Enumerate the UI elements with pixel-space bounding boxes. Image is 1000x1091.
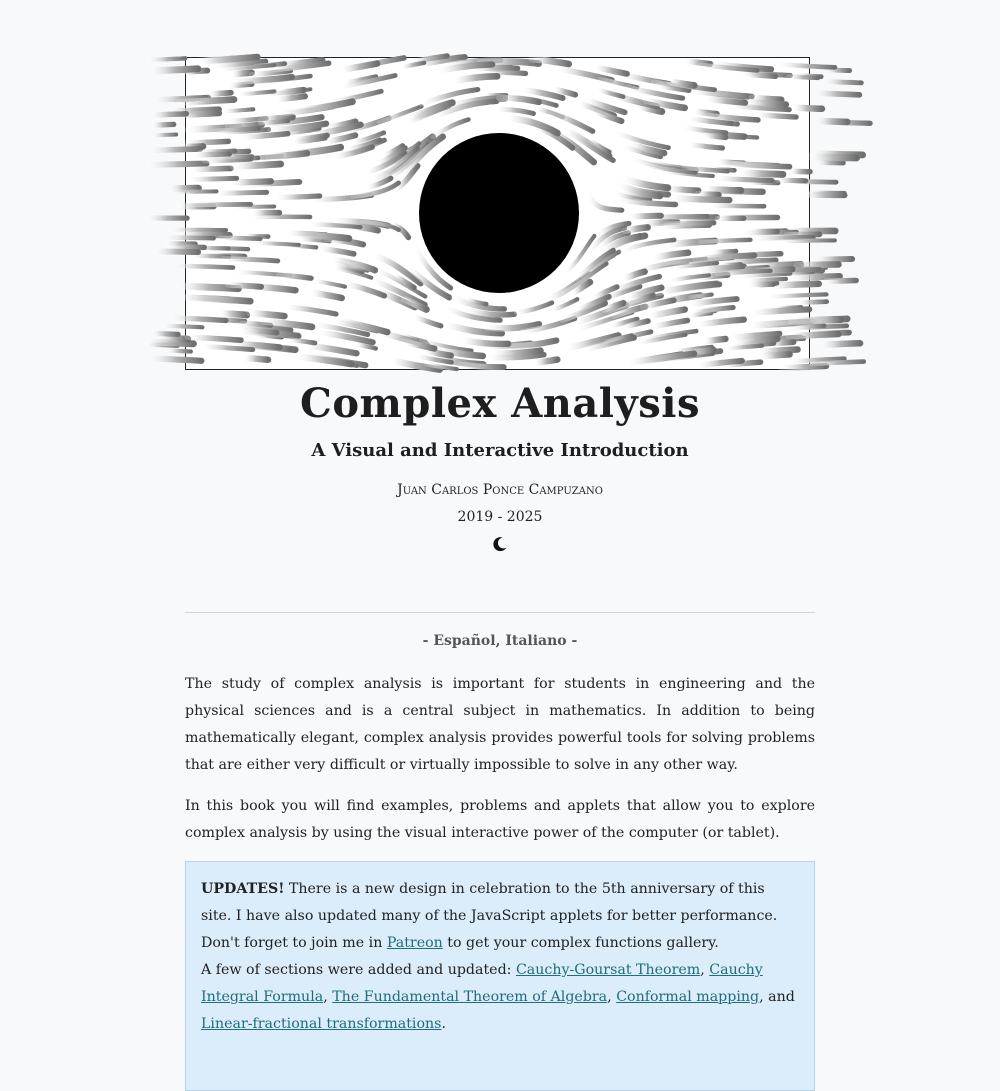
flow-streak <box>748 279 786 281</box>
flow-streak <box>816 259 852 260</box>
flow-streak <box>202 346 253 349</box>
flow-streak <box>232 73 252 75</box>
flow-field-banner <box>185 57 810 370</box>
intro-paragraph-2: In this book you will find examples, problems and applets that allow you to explore complex analysis by using the visual interactive power of the computer (or tablet). <box>185 793 815 847</box>
flow-streak <box>788 76 818 78</box>
flow-streak <box>778 180 806 181</box>
flow-streak <box>279 275 311 278</box>
updates-box <box>185 861 815 1091</box>
flow-streak <box>716 178 772 180</box>
flow-streak <box>286 307 336 314</box>
flow-streak <box>552 299 578 310</box>
flow-streak <box>705 267 743 270</box>
flow-streak <box>734 339 777 342</box>
flow-streak <box>460 365 504 368</box>
section-divider <box>185 612 815 613</box>
cauchy-goursat-link[interactable]: Cauchy-Goursat Theorem <box>516 962 700 978</box>
separator: , <box>607 989 616 1005</box>
flow-streak <box>498 109 534 113</box>
flow-streak <box>698 308 733 312</box>
flow-streak <box>320 249 354 254</box>
flow-streak <box>755 237 814 238</box>
flow-streak <box>332 91 381 102</box>
language-links[interactable]: - Español, Italiano - <box>0 633 1000 649</box>
flow-streak <box>195 154 230 155</box>
page-subtitle: A Visual and Interactive Introduction <box>0 440 1000 461</box>
flow-streak <box>789 334 838 336</box>
flow-streak <box>663 309 685 313</box>
flow-streak <box>751 231 777 232</box>
flow-streak <box>787 234 820 235</box>
flow-streak <box>210 93 231 94</box>
flow-streak <box>811 157 857 158</box>
flow-streak <box>342 64 378 70</box>
flow-streak <box>668 189 698 191</box>
flow-streak <box>155 251 199 252</box>
flow-streak <box>706 99 745 103</box>
flow-streak <box>768 294 826 297</box>
flow-streak <box>695 255 754 259</box>
flow-streak <box>752 309 810 312</box>
flow-streak <box>793 108 822 109</box>
flow-streak <box>277 96 305 99</box>
flow-streak <box>461 340 508 344</box>
flow-streak <box>289 340 315 343</box>
flow-streak <box>629 216 661 217</box>
linear-fractional-link[interactable]: Linear-fractional transformations <box>201 1016 441 1032</box>
flow-streak <box>242 134 288 138</box>
flow-streak <box>250 313 285 316</box>
flow-streak <box>169 230 226 231</box>
flow-streak <box>224 258 278 261</box>
flow-streak <box>653 321 687 327</box>
flow-streak <box>453 76 497 81</box>
flow-streak <box>697 320 744 325</box>
flow-streak <box>689 299 736 304</box>
flow-streak <box>244 358 268 360</box>
flow-streak <box>180 100 234 103</box>
page-title: Complex Analysis <box>0 380 1000 427</box>
flow-streak <box>260 121 288 124</box>
moon-icon <box>491 535 509 553</box>
flow-streak <box>672 198 730 200</box>
flow-streak <box>696 91 752 97</box>
flow-streak <box>754 284 774 285</box>
flow-streak <box>433 120 469 137</box>
flow-streak <box>221 313 247 315</box>
flow-streak <box>653 253 688 258</box>
flow-streak <box>306 345 357 353</box>
flow-streak <box>552 113 593 131</box>
flow-streak <box>689 144 723 148</box>
flow-streak <box>149 58 186 60</box>
updates-text-2: to get your complex functions gallery. <box>443 935 719 951</box>
flow-streak <box>797 264 839 265</box>
flow-streak <box>821 343 860 345</box>
flow-streak <box>150 149 200 150</box>
flow-streak <box>625 227 648 231</box>
flow-streak <box>698 194 719 195</box>
flow-streak <box>707 189 740 190</box>
flow-streak <box>189 178 237 179</box>
black-disk <box>419 133 579 293</box>
flow-streak <box>277 90 303 93</box>
flow-streak <box>814 320 841 321</box>
flow-streak <box>326 135 355 141</box>
flow-streak <box>152 124 174 125</box>
flow-streak <box>171 318 226 321</box>
separator: , <box>323 989 332 1005</box>
flow-streak <box>277 196 320 198</box>
flow-streak <box>535 360 558 363</box>
flow-streak <box>213 128 259 131</box>
flow-streak <box>178 235 229 236</box>
sentence-end: . <box>441 1016 446 1032</box>
flow-streak <box>817 162 844 163</box>
flow-streak <box>825 81 862 82</box>
sections-intro: A few of sections were added and updated: <box>201 962 516 978</box>
flow-streak <box>779 240 834 241</box>
flow-streak <box>705 339 726 341</box>
flow-streak <box>198 57 257 61</box>
flow-streak <box>268 153 307 156</box>
flow-streak <box>160 338 188 339</box>
flow-streak <box>167 238 214 239</box>
flow-streak <box>815 93 860 95</box>
flow-streak <box>757 115 796 117</box>
flow-streak <box>706 135 726 137</box>
flow-streak <box>826 70 850 71</box>
flow-streak <box>174 266 233 268</box>
flow-streak <box>294 234 349 238</box>
flow-streak <box>772 284 818 286</box>
flow-streak <box>745 74 776 76</box>
flow-streak <box>746 102 786 105</box>
flow-streak <box>216 192 267 193</box>
intro-paragraph-1: The study of complex analysis is important for students in engineering and the physical sciences and is a central subject in mathematics. In addition to being mathematically elegant, complex analysis provides powerful tools for solving problems that are either very difficult or virtually impossible to solve in any other way. <box>185 671 815 779</box>
flow-streak <box>228 285 261 287</box>
flow-streak <box>173 191 217 192</box>
flow-streak <box>710 206 764 207</box>
flow-streak <box>516 303 552 313</box>
flow-streak <box>759 350 797 353</box>
updated-sections <box>201 957 799 1038</box>
year-range: 2019 - 2025 <box>0 509 1000 525</box>
flow-streak <box>414 317 441 326</box>
updates-text-1: There is a new design in celebration to the 5th anniversary of this site. I have also updated many of the JavaScript applets for better performance. Don't forget to join me in <box>201 881 777 951</box>
flow-streak <box>231 181 271 182</box>
flow-streak <box>779 64 835 67</box>
flow-streak <box>624 272 645 279</box>
flow-streak <box>168 247 204 248</box>
flow-streak <box>150 358 202 360</box>
separator: , and <box>759 989 795 1005</box>
author-name: Juan Carlos Ponce Campuzano <box>0 482 1000 498</box>
flow-field-illustration <box>186 58 809 369</box>
flow-streak <box>148 164 206 165</box>
updates-text <box>201 876 799 957</box>
flow-streak <box>670 82 695 86</box>
flow-streak <box>192 168 231 169</box>
flow-streak <box>224 109 254 111</box>
flow-streak <box>167 351 190 352</box>
flow-streak <box>197 298 250 301</box>
conformal-mapping-link[interactable]: Conformal mapping <box>616 989 759 1005</box>
flow-streak <box>314 281 345 287</box>
flow-streak <box>761 354 789 356</box>
flow-streak <box>798 302 826 303</box>
flow-streak <box>684 128 726 133</box>
flow-streak <box>508 118 558 133</box>
separator: , <box>700 962 709 978</box>
patreon-link[interactable]: Patreon <box>387 935 443 951</box>
flow-streak <box>782 366 827 368</box>
flow-streak <box>726 346 762 349</box>
flow-streak <box>712 251 736 252</box>
flow-streak <box>492 351 540 354</box>
flow-streak <box>297 357 352 365</box>
flow-streak <box>734 164 790 166</box>
theme-toggle-button[interactable] <box>491 535 509 553</box>
flow-streak <box>186 141 228 143</box>
flow-streak <box>817 121 847 122</box>
flow-streak <box>740 173 783 175</box>
flow-streak <box>701 240 751 242</box>
flow-streak <box>691 295 712 298</box>
flow-streak <box>667 223 714 224</box>
fundamental-theorem-algebra-link[interactable]: The Fundamental Theorem of Algebra <box>332 989 607 1005</box>
flow-streak <box>233 164 281 166</box>
flow-streak <box>741 274 791 277</box>
flow-streak <box>152 333 178 334</box>
updates-label: UPDATES! <box>201 881 284 897</box>
flow-streak <box>312 293 342 298</box>
flow-streak <box>826 281 856 282</box>
flow-streak <box>309 224 360 227</box>
flow-streak <box>797 326 824 327</box>
flow-streak <box>790 276 840 278</box>
flow-streak <box>295 102 352 112</box>
flow-streak <box>153 135 176 136</box>
flow-streak <box>187 337 241 340</box>
flow-streak <box>597 90 623 97</box>
flow-streak <box>152 114 187 115</box>
flow-streak <box>163 326 203 328</box>
flow-streak <box>253 243 298 245</box>
flow-streak <box>219 238 260 239</box>
cauchy-integral-formula-link[interactable]: Cauchy Integral Formula <box>201 962 763 1005</box>
flow-streak <box>811 362 863 364</box>
flow-streak <box>150 69 198 71</box>
flow-streak <box>595 67 627 74</box>
flow-streak <box>244 330 277 333</box>
